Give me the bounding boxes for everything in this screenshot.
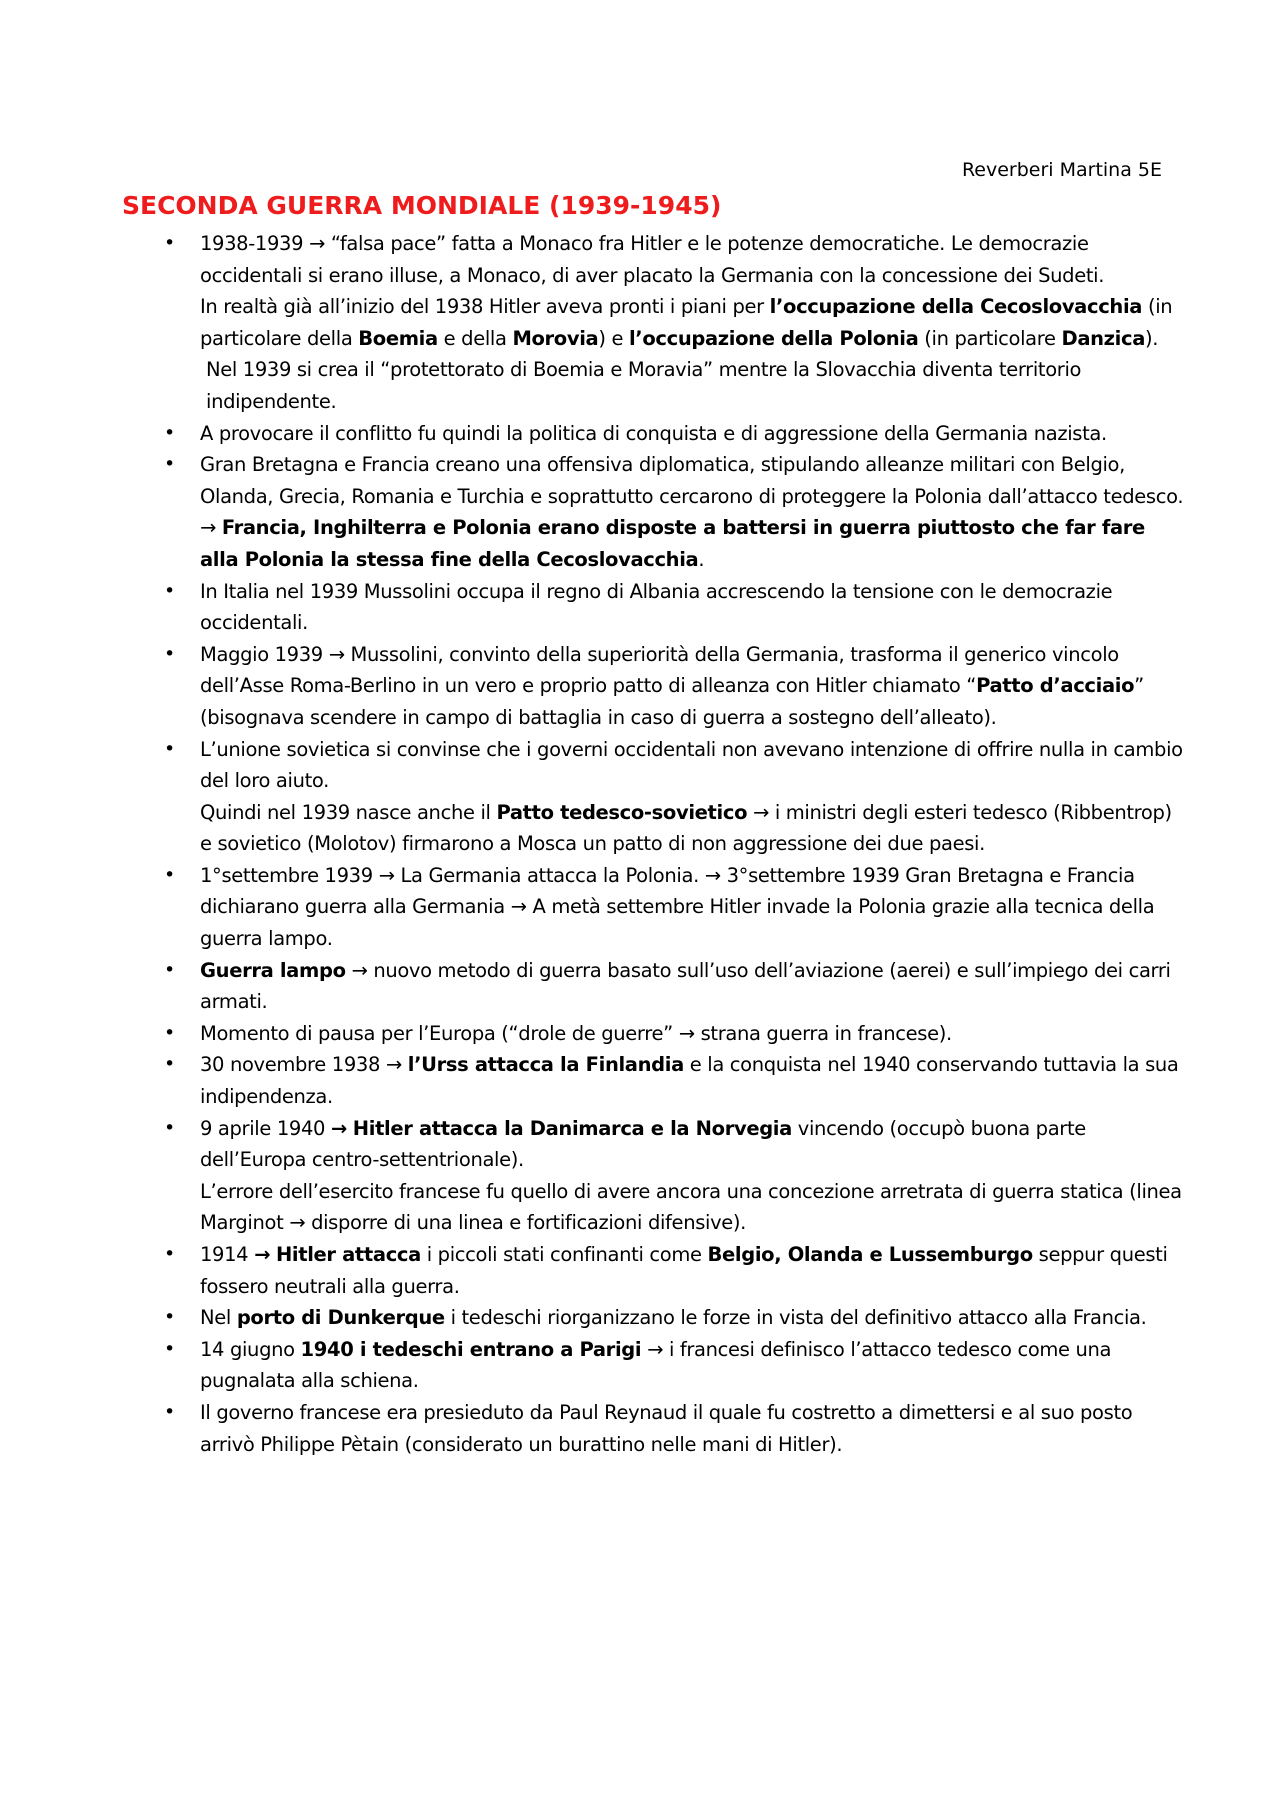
bullet-icon: • [164,1021,175,1044]
text-run: e la conquista nel 1940 conservando tuttavia la sua indipendenza. [200,1053,1179,1109]
arrow-right-icon: → [254,1243,271,1266]
bold-text: Hitler attacca la Danimarca e la Norvegia [352,1116,792,1140]
bold-text: Morovia [512,326,599,350]
text-run: 1914 [200,1243,255,1266]
text-run: i francesi definisco l’attacco tedesco come una pugnalata alla schiena. [200,1337,1112,1393]
bullet-icon: • [164,1306,175,1329]
arrow-right-icon: → [385,1053,402,1077]
arrow-right-icon: → [351,958,368,982]
text-run: In realtà già all’inizio del 1938 Hitler aveva pronti i piani per [200,295,770,319]
text-run: Quindi nel 1939 nasce anche il [200,800,497,824]
text-run: A metà settembre Hitler invade la Polonia grazie alla tecnica della guerra lampo. [200,895,1155,951]
text-run: Mussolini, convinto della superiorità della Germania, trasforma il generico vincolo dell’Asse Roma-Berlino in un vero e proprio patto di alleanza con Hitler chiamato “ [200,642,1119,698]
bold-text: porto di Dunkerque [236,1306,445,1330]
list-item-paragraph [200,1239,1184,1302]
text-run: L’unione sovietica si convinse che i governi occidentali non avevano intenzione di offrire nulla in cambio del loro aiuto. [200,737,1183,793]
list-item-paragraph [200,449,1184,575]
arrow-right-icon: → [752,800,769,824]
text-run: 1938-1939 [200,232,309,255]
list-item-paragraph [200,228,1184,291]
author-line: Reverberi Martina 5E [961,159,1162,181]
bold-text: 1940 i tedeschi entrano a Parigi [300,1337,642,1361]
bold-text: Guerra lampo [200,958,346,982]
list-item-paragraph [200,418,1184,450]
list-item [0,955,1280,1018]
list-item [0,1302,1280,1334]
bullet-icon: • [164,642,175,665]
list-item-paragraph [200,639,1184,734]
document-title: SECONDA GUERRA MONDIALE (1939-1945) [122,191,722,220]
text-run: In Italia nel 1939 Mussolini occupa il regno di Albania accrescendo la tensione con le democrazie occidentali. [200,579,1113,635]
list-item-paragraph [200,1049,1184,1112]
bold-text: Francia, Inghilterra e Polonia erano disposte a battersi in guerra piuttosto che far fare alla Polonia la stessa fine della Cecoslovacchia [200,516,1145,571]
text-run: disporre di una linea e fortificazioni difensive). [305,1211,747,1235]
bullet-icon: • [164,737,175,760]
text-run: Maggio 1939 [200,642,329,666]
arrow-right-icon: → [510,895,527,919]
list-item-paragraph [200,1018,1184,1050]
list-item-paragraph [200,354,1184,417]
list-item [0,418,1280,450]
text-run: L’errore dell’esercito francese fu quello di avere ancora una concezione arretrata di guerra statica (linea Marginot [200,1179,1182,1235]
text-run: seppur questi fossero neutrali alla guerra. [200,1243,1168,1298]
bold-text: Patto tedesco-sovietico [496,800,748,824]
arrow-right-icon: → [200,516,216,540]
text-run: e della [437,326,513,350]
arrow-right-icon: → [328,642,345,666]
bold-text: Belgio, Olanda e Lussemburgo [707,1243,1033,1266]
text-run: Nel [200,1306,237,1330]
list-item-paragraph [200,860,1184,955]
text-run: A provocare il conflitto fu quindi la politica di conquista e di aggressione della Germania nazista. [200,421,1107,445]
arrow-right-icon: → [309,232,325,255]
bold-text: l’Urss attacca la Finlandia [407,1053,684,1077]
arrow-right-icon: → [378,863,395,887]
list-item-paragraph [200,734,1184,797]
text-run: La Germania attacca la Polonia. [394,863,705,887]
list-item-paragraph [200,955,1184,1018]
arrow-right-icon: → [330,1116,347,1140]
bullet-icon: • [164,1337,175,1360]
text-run: 3°settembre 1939 Gran Bretagna e Francia dichiarano guerra alla Germania [200,863,1135,919]
text-run: i tedeschi riorganizzano le forze in vista del definitivo attacco alla Francia. [444,1306,1147,1330]
text-run: Momento di pausa per l’Europa (“drole de guerre” [200,1021,679,1045]
text-run: strana guerra in francese). [694,1021,952,1045]
text-run: nuovo metodo di guerra basato sull’uso dell’aviazione (aerei) e sull’impiego dei carri armati. [200,958,1171,1014]
text-run: 30 novembre 1938 [200,1053,386,1077]
text-run: 9 aprile 1940 [200,1116,331,1140]
bold-text: Patto d’acciaio [976,674,1135,698]
bullet-icon: • [164,1116,175,1139]
bullet-icon: • [164,453,175,476]
text-run: vincendo (occupò buona parte dell’Europa centro-settentrionale). [200,1116,1086,1172]
bullet-icon: • [164,1243,175,1265]
text-run: . [698,547,705,571]
text-run: (in particolare della [200,295,1173,350]
text-run: ). [1145,326,1159,350]
list-item [0,639,1280,734]
text-run: Nel 1939 si crea il “protettorato di Boemia e Moravia” mentre la Slovacchia diventa territorio indipendente. [206,358,1082,413]
list-item-paragraph [200,576,1184,639]
bullet-list [0,228,1280,1460]
list-item [0,576,1280,639]
arrow-right-icon: → [678,1021,695,1045]
list-item-paragraph [200,291,1184,354]
text-run: i ministri degli esteri tedesco (Ribbentrop) e sovietico (Molotov) firmarono a Mosca un patto di non aggressione dei due paesi. [200,800,1172,856]
list-item-paragraph [200,1397,1184,1460]
list-item-paragraph [200,1302,1184,1334]
list-item [0,1397,1280,1460]
bold-text: Danzica [1061,326,1146,350]
bold-text: l’occupazione della Cecoslovacchia [769,295,1143,319]
text-run: ) e [598,326,629,350]
list-item-paragraph [200,1176,1184,1239]
text-run: (in particolare [918,326,1062,350]
bullet-icon: • [164,232,175,254]
arrow-right-icon: → [289,1211,306,1235]
bullet-icon: • [164,863,175,886]
list-item-paragraph [200,1334,1184,1397]
list-item [0,228,1280,418]
list-item [0,449,1280,575]
arrow-right-icon: → [704,863,721,887]
bullet-icon: • [164,579,175,602]
text-run: 14 giugno [200,1337,301,1361]
list-item-paragraph [200,797,1184,860]
list-item [0,860,1280,955]
bold-text: Hitler attacca [275,1243,421,1266]
list-item [0,1049,1280,1112]
text-run: Il governo francese era presieduto da Paul Reynaud il quale fu costretto a dimettersi e al suo posto arrivò Philippe Pètain (considerato un burattino nelle mani di Hitler). [200,1400,1133,1456]
text-run: i piccoli stati confinanti come [420,1243,708,1266]
list-item [0,1334,1280,1397]
bullet-icon: • [164,1400,175,1423]
list-item-paragraph [200,1113,1184,1176]
bold-text: Boemia [358,326,438,350]
text-run: Gran Bretagna e Francia creano una offensiva diplomatica, stipulando alleanze militari con Belgio, Olanda, Grecia, Romania e Turchia e soprattutto cercarono di proteggere la Polonia dall’attacco tedesco. [200,453,1184,508]
list-item [0,1113,1280,1239]
bullet-icon: • [164,421,175,444]
text-run: ” (bisognava scendere in campo di battaglia in caso di guerra a sostegno dell’alleato). [200,674,1144,729]
bold-text: l’occupazione della Polonia [628,326,919,350]
arrow-right-icon: → [647,1337,664,1361]
bullet-icon: • [164,958,175,981]
text-run: “falsa pace” fatta a Monaco fra Hitler e le potenze democratiche. Le democrazie occidentali si erano illuse, a Monaco, di aver placato la Germania con la concessione dei Sudeti. [200,232,1105,287]
list-item [0,1018,1280,1050]
bullet-icon: • [164,1053,175,1076]
list-item [0,1239,1280,1302]
text-run: 1°settembre 1939 [200,863,379,887]
list-item [0,734,1280,860]
